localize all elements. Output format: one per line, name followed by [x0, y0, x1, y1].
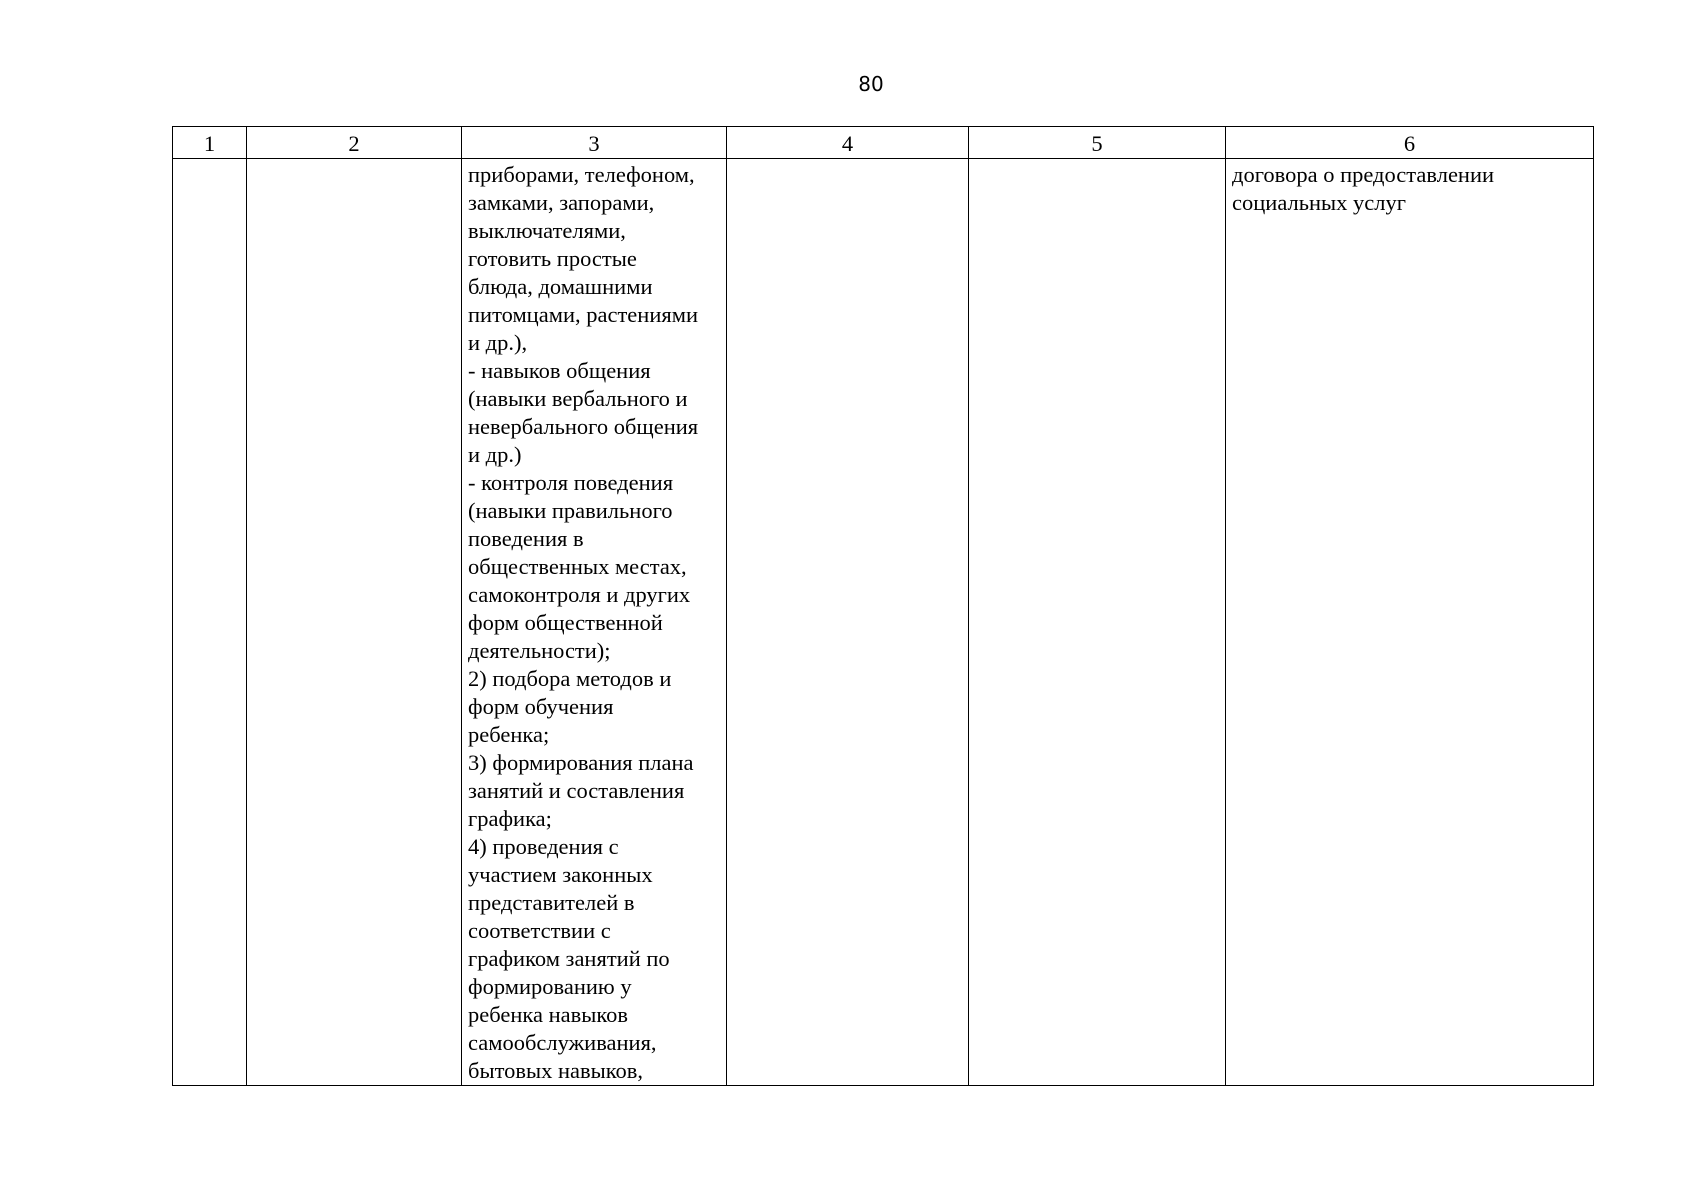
cell-text-line: выключателями, — [468, 218, 626, 243]
column-number-6: 6 — [1226, 127, 1594, 159]
cell-text-line: ребенка; — [468, 722, 550, 747]
cell-text-line: социальных услуг — [1232, 190, 1406, 215]
cell-col-1 — [173, 159, 247, 1086]
document-table — [172, 126, 1594, 1086]
cell-text-line: и др.), — [468, 330, 528, 355]
cell-text-line: (навыки правильного — [468, 498, 673, 523]
cell-text-line: бытовых навыков, — [468, 1058, 644, 1083]
cell-text-line: невербального общения — [468, 414, 699, 439]
page-number: 80 — [858, 72, 884, 96]
cell-text-line: представителей в — [468, 890, 635, 915]
cell-text-line: замками, запорами, — [468, 190, 655, 215]
cell-text-line: приборами, телефоном, — [468, 162, 695, 187]
cell-text-line: занятий и составления — [468, 778, 685, 803]
column-number-3: 3 — [462, 127, 727, 159]
table-row — [173, 159, 1594, 1086]
cell-text-line: формированию у — [468, 974, 632, 999]
cell-text-line: самообслуживания, — [468, 1030, 657, 1055]
cell-col-2 — [247, 159, 462, 1086]
cell-text-line: общественных местах, — [468, 554, 687, 579]
cell-text-line: ребенка навыков — [468, 1002, 629, 1027]
cell-text-line: - навыков общения — [468, 358, 651, 383]
cell-text-line: 4) проведения с — [468, 834, 619, 859]
cell-text-line: - контроля поведения — [468, 470, 674, 495]
cell-col-5 — [969, 159, 1226, 1086]
column-number-1: 1 — [173, 127, 247, 159]
cell-text-line: питомцами, растениями — [468, 302, 698, 327]
cell-text-line: форм общественной — [468, 610, 663, 635]
column-number-4: 4 — [727, 127, 969, 159]
cell-text-line: форм обучения — [468, 694, 614, 719]
cell-text-line: и др.) — [468, 442, 522, 467]
cell-text-line: готовить простые — [468, 246, 637, 271]
cell-text-line: договора о предоставлении — [1232, 162, 1495, 187]
cell-text-line: участием законных — [468, 862, 653, 887]
cell-text-line: графика; — [468, 806, 552, 831]
cell-text-line: деятельности); — [468, 638, 611, 663]
cell-col-6 — [1226, 159, 1594, 1086]
column-number-row — [173, 127, 1594, 159]
column-number-5: 5 — [969, 127, 1226, 159]
cell-col-3 — [462, 159, 727, 1086]
cell-text-line: графиком занятий по — [468, 946, 670, 971]
cell-text-line: соответствии с — [468, 918, 611, 943]
cell-text-line: блюда, домашними — [468, 274, 653, 299]
column-number-2: 2 — [247, 127, 462, 159]
cell-text-line: 3) формирования плана — [468, 750, 694, 775]
cell-text-line: поведения в — [468, 526, 584, 551]
cell-col-4 — [727, 159, 969, 1086]
cell-text-line: (навыки вербального и — [468, 386, 688, 411]
cell-text-line: самоконтроля и других — [468, 582, 691, 607]
cell-text-line: 2) подбора методов и — [468, 666, 672, 691]
